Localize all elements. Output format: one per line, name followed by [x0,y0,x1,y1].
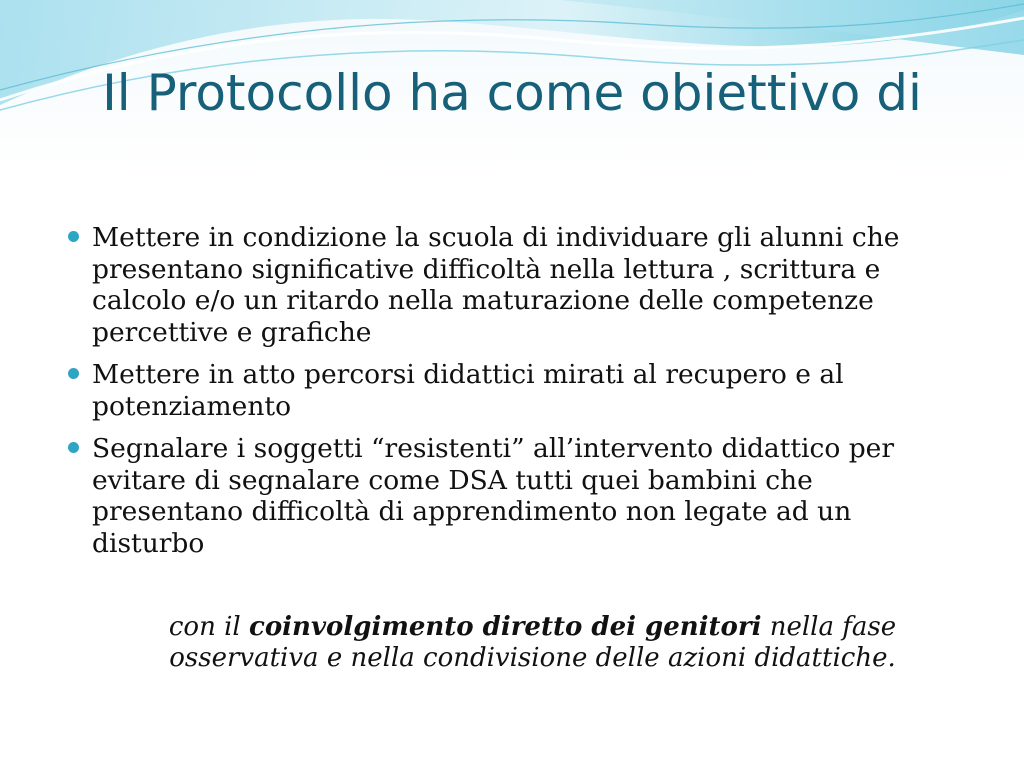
slide-title: Il Protocollo ha come obiettivo di [102,64,922,122]
bullet-dot-icon [68,442,79,453]
bullet-item-1 [62,222,962,348]
note-emphasis: coinvolgimento diretto dei genitori [248,612,762,642]
bullet-text: Mettere in atto percorsi didattici mirati al recupero e al potenziamento [92,359,844,422]
bullet-item-3 [62,433,962,559]
bullet-text: Segnalare i soggetti “resistenti” all’intervento didattico per evitare di segnalare come DSA tutti quei bambini che presentano difficoltà di apprendimento non legate ad un disturbo [92,433,895,559]
bullet-dot-icon [68,368,79,379]
bullet-item-2 [62,359,962,422]
bullet-text: Mettere in condizione la scuola di individuare gli alunni che presentano significative difficoltà nella lettura , scrittura e calcolo e/o un ritardo nella maturazione delle competenze percettive e grafiche [92,222,900,348]
note-prefix: con il [168,612,249,642]
bullet-list [62,222,962,570]
note-suffix: nella fase osservativa e nella condivisione delle azioni didattiche. [169,612,897,673]
closing-note [110,612,955,674]
bullet-dot-icon [68,231,79,242]
